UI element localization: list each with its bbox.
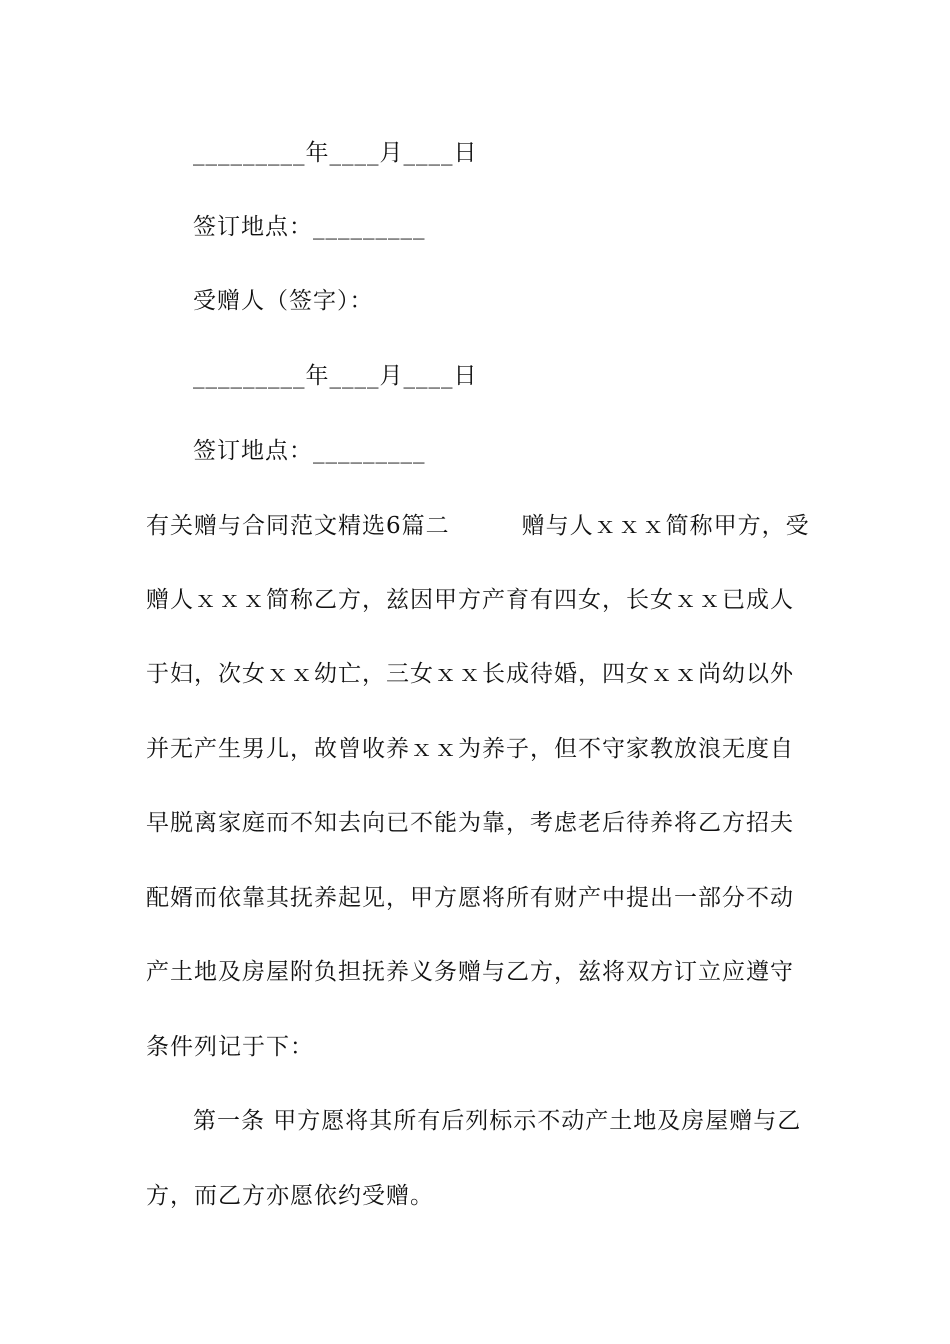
recipient-signature: 受赠人（签字）： <box>193 288 374 314</box>
article-one-line: 方，而乙方亦愿依约受赠。 <box>146 1183 434 1209</box>
article-one-line: 第一条 甲方愿将其所有后列标示不动产土地及房屋赠与乙 <box>193 1108 802 1134</box>
paragraph-line: 于妇，次女ｘｘ幼亡，三女ｘｘ长成待婚，四女ｘｘ尚幼以外 <box>146 661 794 687</box>
paragraph-line: 并无产生男儿，故曾收养ｘｘ为养子，但不守家教放浪无度自 <box>146 736 794 762</box>
paragraph-line: 配婿而依靠其抚养起见，甲方愿将所有财产中提出一部分不动 <box>146 885 794 911</box>
paragraph-line: 赠人ｘｘｘ简称乙方，兹因甲方产育有四女，长女ｘｘ已成人 <box>146 587 794 613</box>
signing-place-1: 签订地点：_________ <box>193 214 426 240</box>
paragraph-line: 条件列记于下： <box>146 1034 314 1060</box>
date-line-2: _________年____月____日 <box>193 363 478 389</box>
paragraph-line: 产土地及房屋附负担抚养义务赠与乙方，兹将双方订立应遵守 <box>146 959 794 985</box>
signing-place-2: 签订地点：_________ <box>193 438 426 464</box>
paragraph-line: 早脱离家庭而不知去向已不能为靠，考虑老后待养将乙方招夫 <box>146 810 794 836</box>
paragraph-line: 有关赠与合同范文精选6篇二 赠与人ｘｘｘ简称甲方，受 <box>146 513 810 539</box>
date-line-1: _________年____月____日 <box>193 140 478 166</box>
